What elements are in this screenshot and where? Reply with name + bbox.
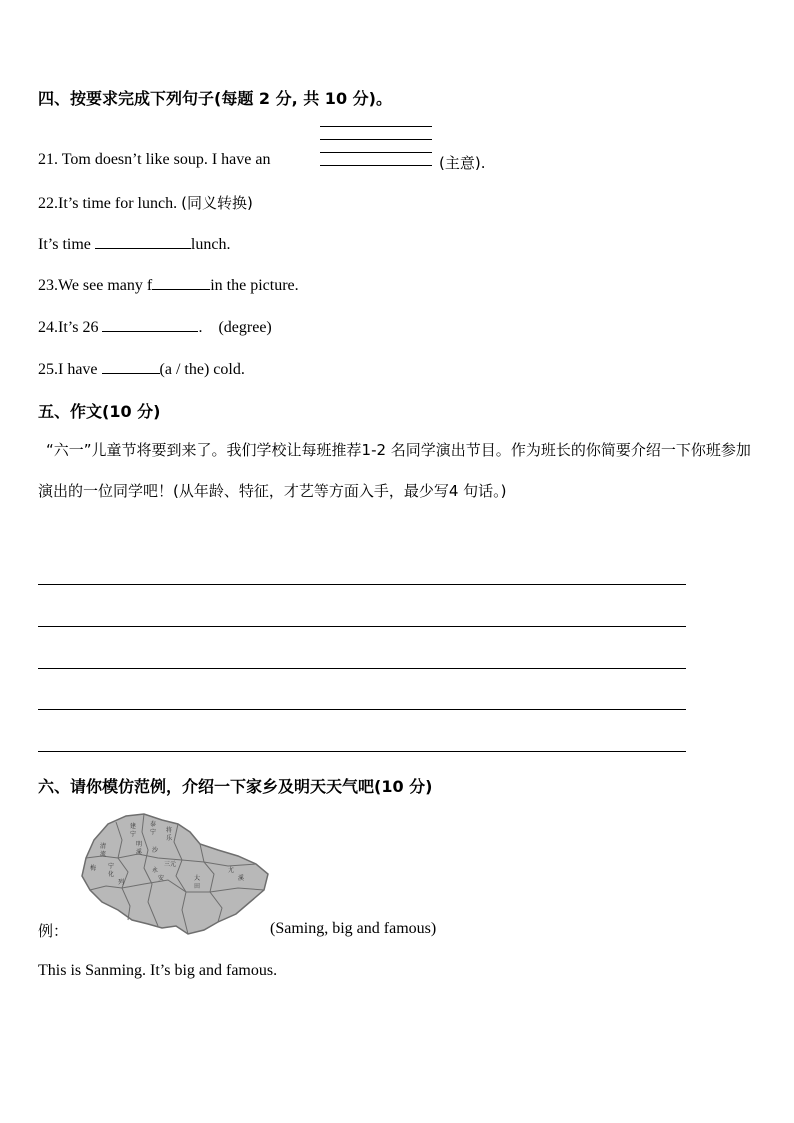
question-23-before: 23.We see many f xyxy=(38,277,153,294)
map-label: 清 xyxy=(100,843,107,850)
question-24-after: . xyxy=(198,319,203,336)
map-label: 建 xyxy=(130,823,137,830)
answer-blank-23[interactable] xyxy=(152,275,210,290)
map-label: 明 xyxy=(136,841,143,848)
writing-line-1[interactable] xyxy=(38,584,686,585)
question-22 xyxy=(38,192,253,213)
question-22b-before: It’s time xyxy=(38,236,91,253)
section5-prompt: “六一”儿童节将要到来了。我们学校让每班推荐1-2 名同学演出节目。作为班长的你简要介绍一下你班参加演出的一位同学吧！(从年龄、特征，才艺等方面入手，最少写4 句话。) xyxy=(38,441,751,500)
section5-heading: 五、作文(10 分) xyxy=(38,402,161,421)
map-label: 大 xyxy=(194,875,201,882)
map-label: 溪 xyxy=(136,849,143,856)
question-24-before: 24.It’s 26 xyxy=(38,319,99,336)
question-21-hint: (主意). xyxy=(439,154,486,172)
question-23 xyxy=(38,275,299,295)
map-label: 宁 xyxy=(150,829,157,836)
answer-line-21d xyxy=(320,165,432,166)
writing-line-5[interactable] xyxy=(38,751,686,752)
question-22b-after: lunch. xyxy=(190,236,231,253)
question-22-text: 22.It’s time for lunch. xyxy=(38,195,178,212)
map-label: 沙 xyxy=(152,847,159,854)
question-23-after: in the picture. xyxy=(210,277,299,294)
question-24-hint: (degree) xyxy=(218,319,272,336)
writing-line-3[interactable] xyxy=(38,668,686,669)
question-21 xyxy=(38,151,270,169)
map-label: 列 xyxy=(118,879,125,886)
map-label: 宁 xyxy=(108,863,115,870)
map-label: 化 xyxy=(108,871,115,878)
map-label: 将 xyxy=(166,827,173,834)
map-label: 溪 xyxy=(238,875,245,882)
map-label: 永 xyxy=(152,867,159,874)
writing-line-4[interactable] xyxy=(38,709,686,710)
map-label: 田 xyxy=(194,883,201,890)
question-22-hint: (同义转换) xyxy=(181,194,253,212)
map-label: 宁 xyxy=(130,831,137,838)
question-24 xyxy=(38,317,272,337)
answer-blank-25[interactable] xyxy=(102,359,160,374)
question-25 xyxy=(38,359,245,379)
question-25-after: (a / the) cold. xyxy=(159,361,245,378)
map-label: 乐 xyxy=(166,835,173,842)
example-sentence: This is Sanming. It’s big and famous. xyxy=(38,962,278,979)
question-21-text: 21. Tom doesn’t like soup. I have an xyxy=(38,151,271,168)
example-label: 例： xyxy=(38,922,69,940)
question-25-before: 25.I have xyxy=(38,361,98,378)
answer-blank-22[interactable] xyxy=(95,234,191,249)
answer-blank-24[interactable] xyxy=(102,317,198,332)
map-label: 尤 xyxy=(228,867,235,874)
example-hint: (Saming, big and famous) xyxy=(270,920,437,937)
answer-line-21a xyxy=(320,126,432,127)
section4-heading: 四、按要求完成下列句子(每题 2 分, 共 10 分)。 xyxy=(38,89,392,108)
question-22b xyxy=(38,234,230,254)
map-label: 流 xyxy=(100,851,107,858)
map-label: 梅 xyxy=(90,865,97,872)
answer-line-21b xyxy=(320,139,432,140)
section6-heading: 六、请你模仿范例，介绍一下家乡及明天天气吧(10 分) xyxy=(38,777,433,796)
sanming-map xyxy=(78,810,270,936)
map-label: 泰 xyxy=(150,821,157,828)
map-label: 三元 xyxy=(164,861,177,868)
answer-line-21c xyxy=(320,152,432,153)
writing-line-2[interactable] xyxy=(38,626,686,627)
map-label: 安 xyxy=(158,875,165,882)
